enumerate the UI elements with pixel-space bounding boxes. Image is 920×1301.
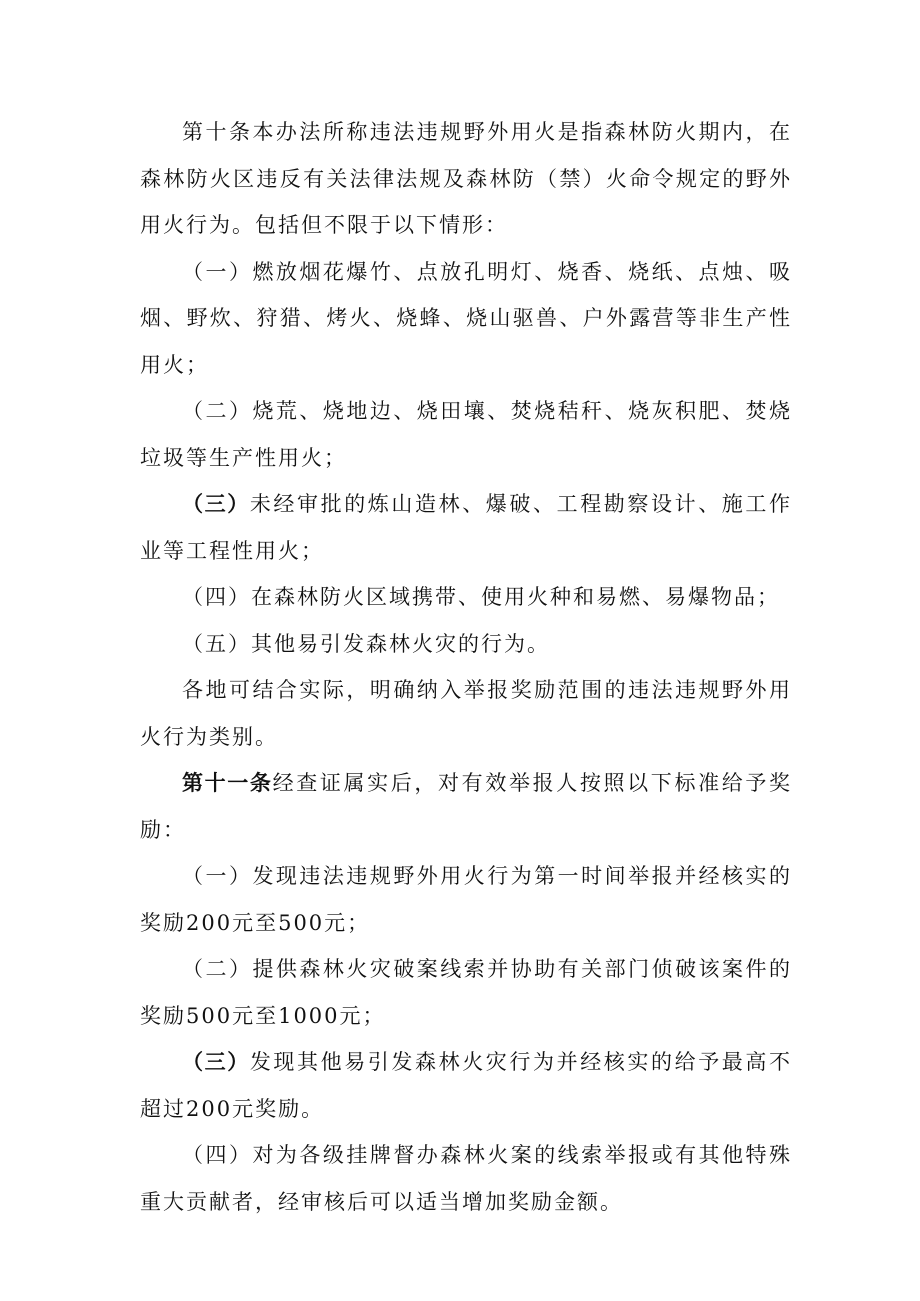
article-10-item-3-text: 未经审批的炼山造林、爆破、工程勘察设计、施工作业等工程性用火； xyxy=(140,492,793,563)
article-11-item-2: （二）提供森林火灾破案线索并协助有关部门侦破该案件的奖励500元至1000元； xyxy=(140,957,792,1028)
article-10-closing: 各地可结合实际，明确纳入举报奖励范围的违法违规野外用火行为类别。 xyxy=(140,678,792,749)
article-10-item-3-label: （三） xyxy=(182,492,250,516)
article-11-lead xyxy=(140,760,792,853)
article-10-item-2: （二）烧荒、烧地边、烧田壤、焚烧秸秆、烧灰积肥、焚烧垃圾等生产性用火； xyxy=(140,399,792,470)
article-11-lead-text: 经查证属实后，对有效举报人按照以下标准给予奖励： xyxy=(140,771,793,842)
article-10-lead: 第十条本办法所称违法违规野外用火是指森林防火期内，在森林防火区违反有关法律法规及森林防（禁）火命令规定的野外用火行为。包括但不限于以下情形： xyxy=(140,120,792,237)
article-11-item-3-text: 发现其他易引发森林火灾行为并经核实的给予最高不超过200元奖励。 xyxy=(140,1050,793,1121)
article-10-item-1: （一）燃放烟花爆竹、点放孔明灯、烧香、烧纸、点烛、吸烟、野炊、狩猎、烤火、烧蜂、烧山驱兽、户外露营等非生产性用火； xyxy=(140,259,792,377)
article-10-item-4: （四）在森林防火区域携带、使用火种和易燃、易爆物品； xyxy=(182,585,780,609)
article-11-item-3 xyxy=(140,1039,792,1132)
article-11-item-1: （一）发现违法违规野外用火行为第一时间举报并经核实的奖励200元至500元； xyxy=(140,864,792,935)
article-10-item-3 xyxy=(140,481,792,574)
document-body xyxy=(140,109,792,1225)
article-11-heading: 第十一条 xyxy=(182,771,273,795)
article-11-item-3-label: （三） xyxy=(182,1050,250,1074)
article-11-item-4: （四）对为各级挂牌督办森林火案的线索举报或有其他特殊重大贡献者，经审核后可以适当增加奖励金额。 xyxy=(140,1143,792,1214)
article-10-item-5: （五）其他易引发森林火灾的行为。 xyxy=(182,631,550,656)
